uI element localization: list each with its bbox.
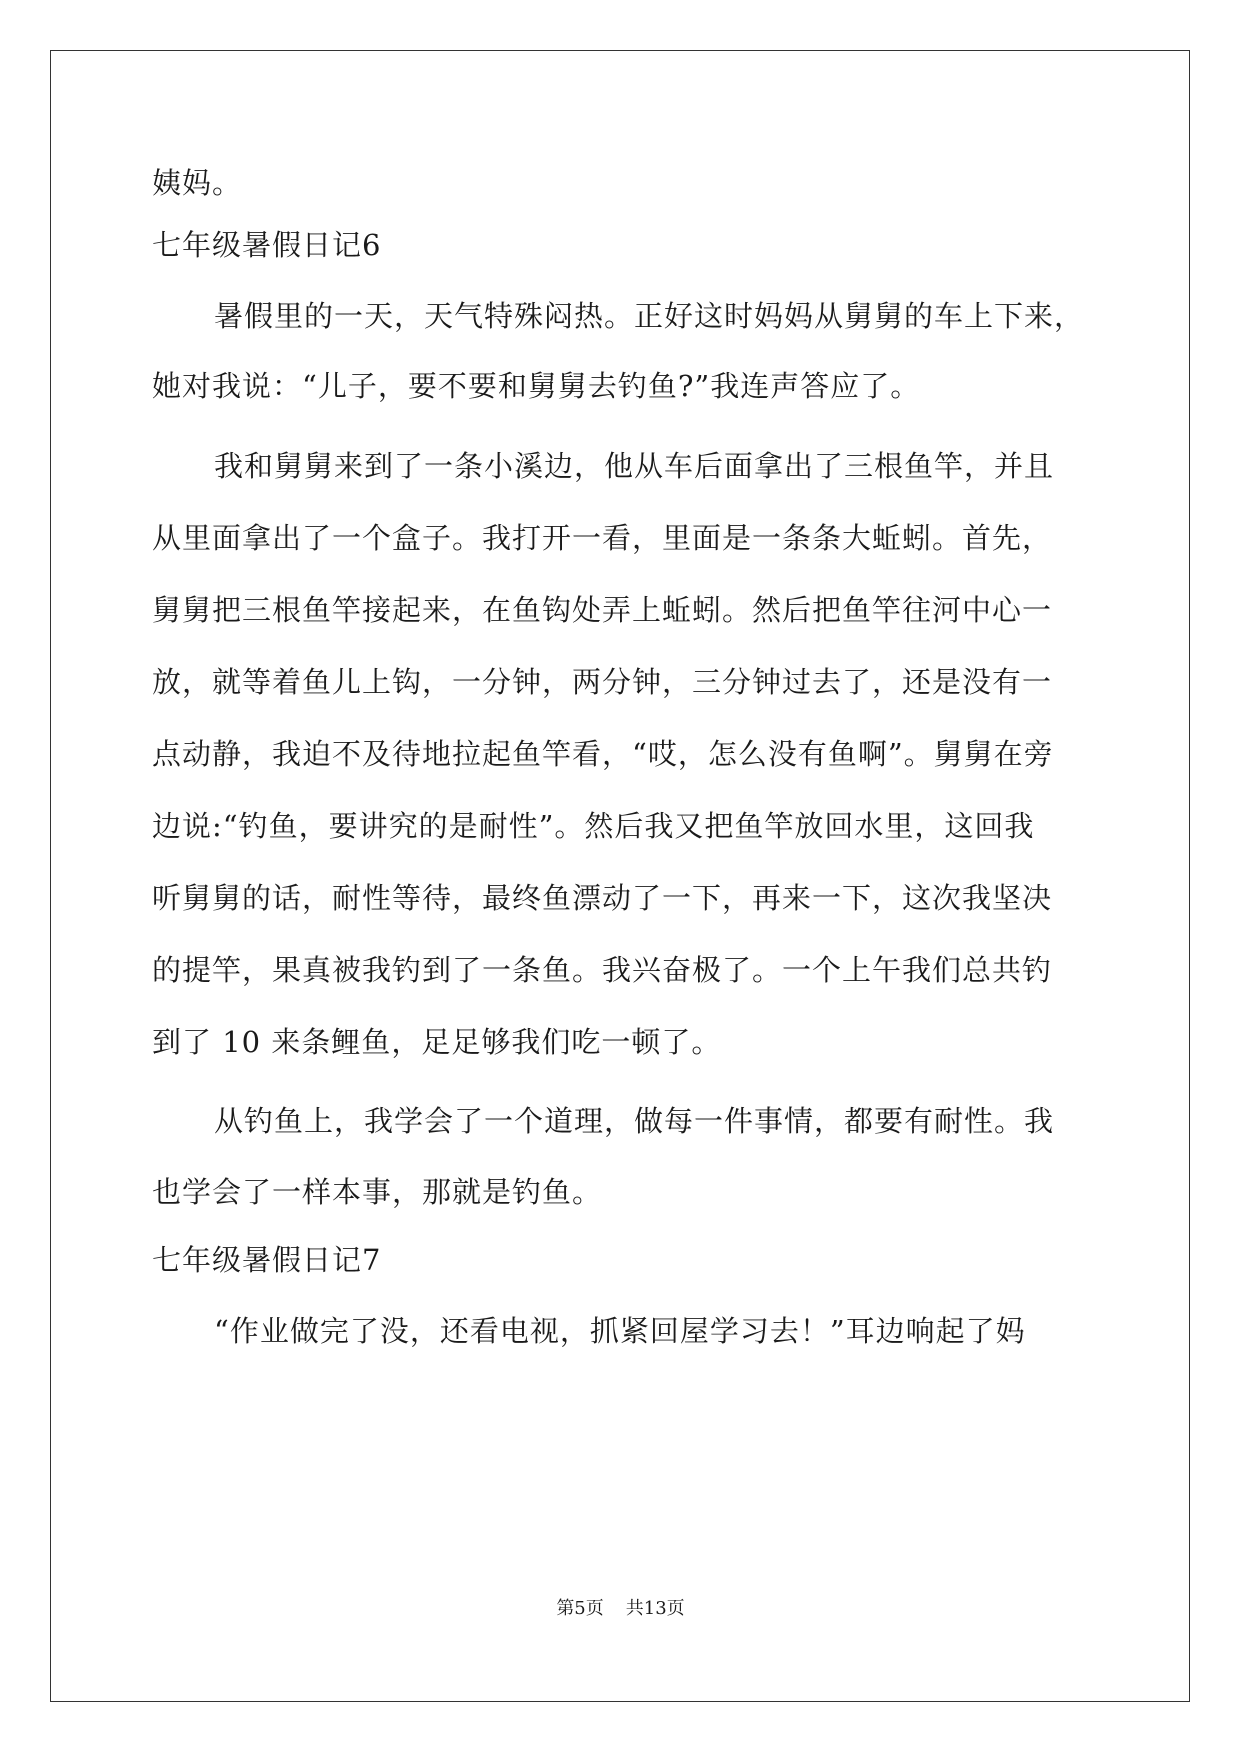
- text-line: “作业做完了没，还看电视，抓紧回屋学习去！”耳边响起了妈: [214, 1314, 1026, 1348]
- text-line: 边说:“钓鱼，要讲究的是耐性”。然后我又把鱼竿放回水里，这回我: [152, 809, 1035, 843]
- text-line: 暑假里的一天，天气特殊闷热。正好这时妈妈从舅舅的车上下来，: [214, 299, 1085, 333]
- text-line: 点动静，我迫不及待地拉起鱼竿看，“哎，怎么没有鱼啊”。舅舅在旁: [152, 737, 1054, 771]
- text-line: 也学会了一样本事，那就是钓鱼。: [152, 1175, 603, 1209]
- text-line: 姨妈。: [152, 166, 243, 200]
- text-line: 从钓鱼上，我学会了一个道理，做每一件事情，都要有耐性。我: [214, 1104, 1055, 1138]
- page-total: 共13页: [625, 1598, 685, 1619]
- text-line: 听舅舅的话，耐性等待，最终鱼漂动了一下，再来一下，这次我坚决: [152, 881, 1053, 915]
- text-line: 到了 10 来条鲤鱼，足足够我们吃一顿了。: [152, 1025, 722, 1059]
- page-number: 第5页: [556, 1598, 604, 1619]
- page-footer: [0, 1597, 1241, 1621]
- section-heading: 七年级暑假日记6: [152, 228, 382, 262]
- text-line: 的提竿，果真被我钓到了一条鱼。我兴奋极了。一个上午我们总共钓: [152, 953, 1053, 987]
- text-line: 我和舅舅来到了一条小溪边，他从车后面拿出了三根鱼竿，并且: [214, 449, 1055, 483]
- text-line: 放，就等着鱼儿上钩，一分钟，两分钟，三分钟过去了，还是没有一: [152, 665, 1053, 699]
- text-line: 她对我说：“儿子，要不要和舅舅去钓鱼?”我连声答应了。: [152, 369, 921, 403]
- section-heading: 七年级暑假日记7: [152, 1243, 382, 1277]
- text-line: 从里面拿出了一个盒子。我打开一看，里面是一条条大蚯蚓。首先，: [152, 521, 1053, 555]
- text-line: 舅舅把三根鱼竿接起来，在鱼钩处弄上蚯蚓。然后把鱼竿往河中心一: [152, 593, 1053, 627]
